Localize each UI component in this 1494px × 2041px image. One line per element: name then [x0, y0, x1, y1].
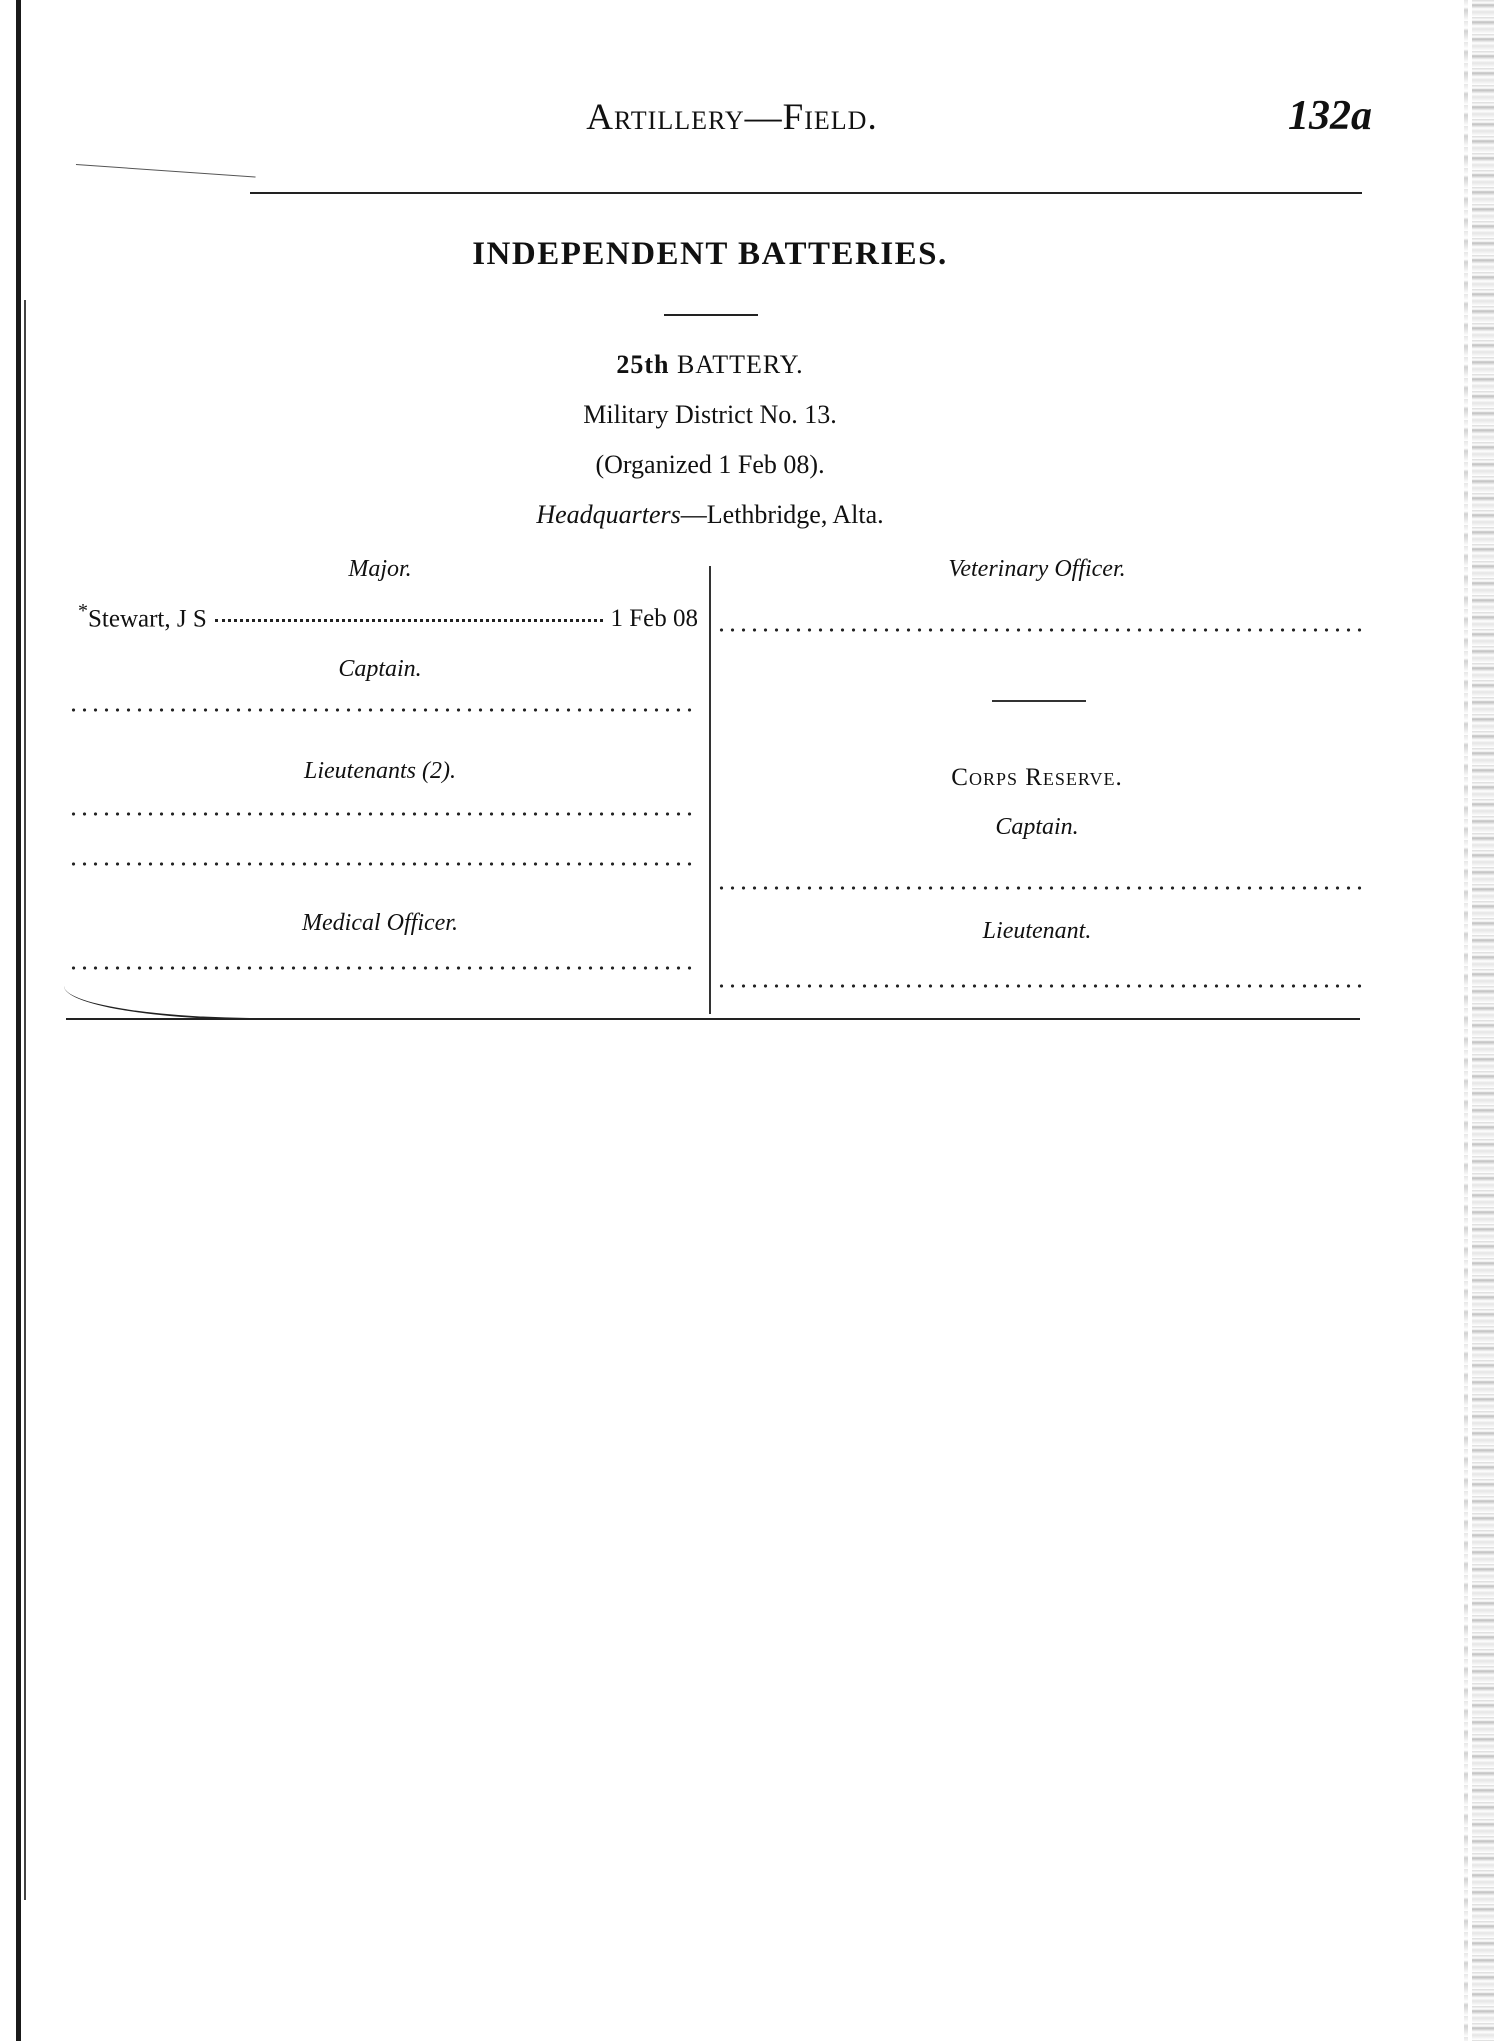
reserve-lieutenant-vacancy-line [716, 984, 1364, 988]
section-divider [664, 314, 758, 316]
medical-officer-vacancy-line [68, 966, 696, 970]
column-divider [709, 566, 711, 1014]
headquarters [60, 500, 1360, 530]
captain-vacancy-line [68, 708, 696, 712]
table-bottom-rule-curve [64, 984, 264, 1020]
military-district: Military District No. 13. [583, 400, 837, 429]
appointment-date: 1 Feb 08 [610, 605, 698, 633]
major-entry [78, 600, 698, 633]
major-heading: Major. [348, 556, 412, 582]
section-title: INDEPENDENT BATTERIES. [472, 236, 948, 272]
corps-reserve-divider [992, 700, 1086, 702]
lieutenant-heading: Lieutenant. [982, 918, 1092, 944]
dot-leader [215, 619, 603, 622]
battery-title [60, 350, 1360, 380]
header-rule-left [76, 164, 256, 178]
headquarters-location: —Lethbridge, Alta. [680, 500, 884, 529]
running-title-text: Artillery—Field. [586, 97, 878, 138]
page-number-text: 132a [1288, 93, 1372, 139]
officer-name-text: Stewart, J S [88, 605, 207, 633]
table-bottom-rule [66, 1018, 1360, 1020]
reserve-captain-vacancy-line [716, 886, 1364, 890]
corps-reserve-heading: Corps Reserve. [951, 764, 1123, 791]
veterinary-vacancy-line [716, 628, 1364, 632]
lieutenant-vacancy-line-2 [68, 862, 696, 866]
medical-officer-heading: Medical Officer. [302, 910, 458, 936]
battery-name: BATTERY. [676, 350, 804, 379]
reserve-marker: * [78, 600, 88, 622]
page-binding-edge [16, 0, 21, 2041]
battery-number: 25th [616, 350, 670, 379]
headquarters-label: Headquarters [536, 500, 681, 529]
captain-heading-left: Captain. [338, 656, 422, 682]
page-binding-edge-inner [24, 300, 26, 1900]
running-title [0, 96, 1494, 139]
lieutenant-vacancy-line-1 [68, 812, 696, 816]
header-rule [250, 192, 1362, 194]
officer-name [78, 600, 207, 633]
page-number [1288, 92, 1372, 140]
veterinary-officer-heading: Veterinary Officer. [948, 556, 1126, 582]
lieutenants-heading: Lieutenants (2). [304, 758, 456, 784]
captain-heading-right: Captain. [995, 814, 1079, 840]
scan-edge-noise [1472, 0, 1494, 2041]
organized-date: (Organized 1 Feb 08). [595, 450, 825, 479]
scan-edge-noise-inner [1464, 0, 1468, 2041]
